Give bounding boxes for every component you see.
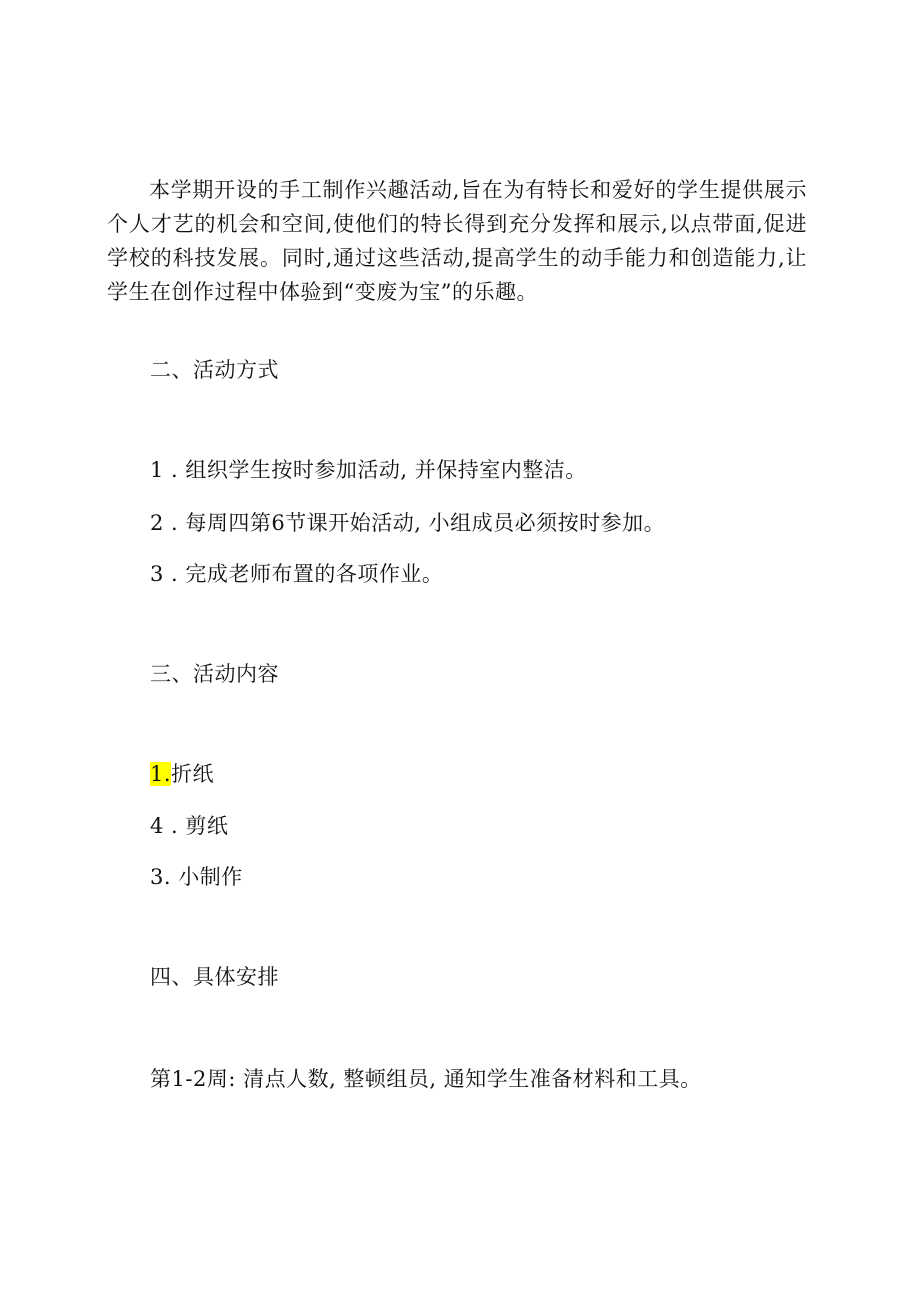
intro-paragraph: 本学期开设的手工制作兴趣活动,旨在为有特长和爱好的学生提供展示个人才艺的机会和空间,使他们的特长得到充分发挥和展示,以点带面,促进学校的科技发展。同时,通过这些活动,提高学生的动手能力和创造能力,让学生在创作过程中体验到“变废为宝”的乐趣。 bbox=[107, 178, 807, 304]
content-item-3-text: 小制作 bbox=[171, 865, 243, 889]
section-heading-content: 三、活动内容 bbox=[150, 662, 279, 686]
content-item-3 bbox=[150, 862, 243, 892]
content-item-2-text: . 剪纸 bbox=[163, 814, 229, 838]
content-item-1 bbox=[150, 759, 214, 789]
content-item-3-number: 3. bbox=[150, 865, 172, 889]
content-item-2-number: 4 bbox=[150, 814, 164, 838]
method-item-2: 2 . 每周四第6节课开始活动, 小组成员必须按时参加。 bbox=[150, 511, 666, 535]
schedule-item-1: 第1-2周: 清点人数, 整顿组员, 通知学生准备材料和工具。 bbox=[150, 1067, 702, 1091]
section-heading-schedule: 四、具体安排 bbox=[150, 965, 279, 989]
section-heading-methods: 二、活动方式 bbox=[150, 358, 279, 382]
content-item-2 bbox=[150, 811, 228, 841]
highlighted-number: 1. bbox=[150, 762, 172, 786]
content-item-1-text: 折纸 bbox=[171, 762, 215, 786]
method-item-3: 3 . 完成老师布置的各项作业。 bbox=[150, 562, 444, 586]
method-item-1: 1 . 组织学生按时参加活动, 并保持室内整洁。 bbox=[150, 458, 587, 482]
